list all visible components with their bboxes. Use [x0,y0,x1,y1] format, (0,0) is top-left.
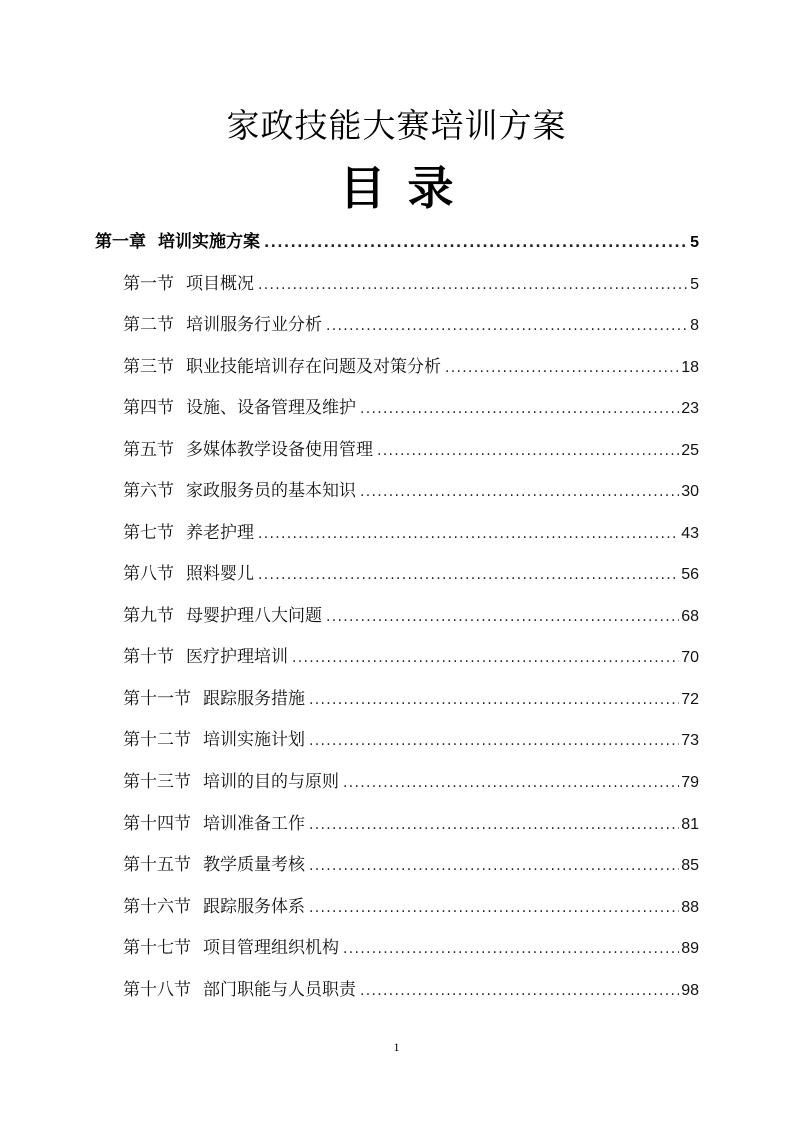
toc-entry-title: 职业技能培训存在问题及对策分析 [186,357,441,377]
toc-dot-leader [360,978,679,1004]
toc-dot-leader [360,396,679,422]
toc-entry-number: 第三节 [123,357,174,377]
toc-heading: 目录 [339,161,476,215]
toc-dot-leader [309,728,679,754]
toc-entry-number: 第五节 [123,440,174,460]
toc-entry-number: 第九节 [123,606,174,626]
toc-dot-leader [326,604,679,630]
toc-entry-title: 跟踪服务措施 [203,689,305,709]
toc-entry-number: 第十节 [123,647,174,667]
toc-entry-title: 项目管理组织机构 [203,938,339,958]
toc-entry-page: 56 [681,566,699,583]
document-title: 家政技能大赛培训方案 [226,106,567,145]
toc-entry-number: 第二节 [123,315,174,335]
toc-section-5[interactable] [123,437,699,463]
toc-entry-title: 养老护理 [186,523,254,543]
toc-section-4[interactable] [123,395,699,421]
toc-chapter-1[interactable] [95,229,699,255]
toc-entry-page: 5 [690,234,699,251]
toc-section-8[interactable] [123,561,699,587]
toc-entry-title: 家政服务员的基本知识 [186,481,356,501]
toc-entry-number: 第七节 [123,523,174,543]
toc-section-13[interactable] [123,769,699,795]
toc-entry-title: 培训实施计划 [203,730,305,750]
toc-dot-leader [292,645,679,671]
toc-entry-page: 98 [681,982,699,999]
toc-entry-number: 第一章 [95,232,146,252]
page-number: 1 [393,1040,400,1054]
toc-entry-number: 第十四节 [123,814,191,834]
toc-section-6[interactable] [123,478,699,504]
toc-entry-number: 第十一节 [123,689,191,709]
toc-entry-title: 部门职能与人员职责 [203,980,356,1000]
toc-entry-page: 30 [681,483,699,500]
toc-dot-leader [258,272,688,298]
toc-entry-page: 68 [681,608,699,625]
toc-entry-number: 第十七节 [123,938,191,958]
toc-section-18[interactable] [123,977,699,1003]
toc-entry-page: 72 [681,691,699,708]
toc-entry-number: 第一节 [123,274,174,294]
toc-entry-number: 第六节 [123,481,174,501]
toc-entry-page: 88 [681,899,699,916]
toc-entry-title: 培训准备工作 [203,814,305,834]
toc-dot-leader [343,770,679,796]
toc-entry-page: 23 [681,400,699,417]
toc-entry-number: 第十二节 [123,730,191,750]
toc-section-3[interactable] [123,354,699,380]
toc-section-14[interactable] [123,811,699,837]
toc-section-1[interactable] [123,271,699,297]
toc-entry-page: 85 [681,857,699,874]
toc-entry-title: 医疗护理培训 [186,647,288,667]
toc-dot-leader [377,438,679,464]
toc-entry-page: 43 [681,525,699,542]
toc-dot-leader [360,479,679,505]
toc-dot-leader [309,687,679,713]
toc-entry-page: 5 [690,276,699,293]
toc-entry-number: 第十三节 [123,772,191,792]
toc-section-16[interactable] [123,894,699,920]
toc-dot-leader [258,562,679,588]
toc-dot-leader [258,521,679,547]
toc-section-12[interactable] [123,727,699,753]
toc-entry-title: 项目概况 [186,274,254,294]
toc-section-11[interactable] [123,686,699,712]
toc-entry-title: 照料婴儿 [186,564,254,584]
toc-dot-leader [343,936,679,962]
toc-dot-leader [309,895,679,921]
toc-section-2[interactable] [123,312,699,338]
toc-entry-page: 8 [690,317,699,334]
toc-dot-leader [264,230,688,256]
toc-entry-title: 教学质量考核 [203,855,305,875]
toc-dot-leader [326,313,688,339]
toc-section-7[interactable] [123,520,699,546]
toc-entry-number: 第八节 [123,564,174,584]
toc-section-10[interactable] [123,644,699,670]
toc-section-9[interactable] [123,603,699,629]
toc-entry-page: 81 [681,816,699,833]
toc-entry-page: 18 [681,359,699,376]
toc-entry-page: 25 [681,442,699,459]
toc-entry-title: 母婴护理八大问题 [186,606,322,626]
toc-section-17[interactable] [123,935,699,961]
toc-entry-title: 培训服务行业分析 [186,315,322,335]
toc-section-15[interactable] [123,852,699,878]
toc-dot-leader [309,853,679,879]
toc-entry-number: 第十五节 [123,855,191,875]
toc-entry-title: 培训实施方案 [158,232,260,252]
toc-entry-title: 设施、设备管理及维护 [186,398,356,418]
toc-entry-number: 第四节 [123,398,174,418]
toc-entry-title: 跟踪服务体系 [203,897,305,917]
toc-entry-page: 79 [681,774,699,791]
toc-entry-page: 89 [681,940,699,957]
toc-entry-title: 培训的目的与原则 [203,772,339,792]
toc-entry-page: 70 [681,649,699,666]
toc-dot-leader [309,812,679,838]
toc-entry-page: 73 [681,732,699,749]
toc-entry-number: 第十八节 [123,980,191,1000]
toc-entry-number: 第十六节 [123,897,191,917]
toc-dot-leader [445,355,679,381]
toc-entry-title: 多媒体教学设备使用管理 [186,440,373,460]
